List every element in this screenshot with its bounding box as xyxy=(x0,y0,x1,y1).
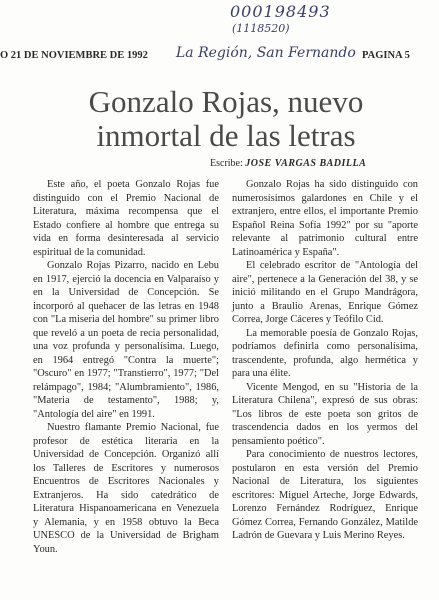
paragraph: Vicente Mengod, en su "Historia de la Literatura Chilena", expresó de sus obras: "Los libros de este poeta son gritos de trascendencia dados en los yermos del pensamiento poético". xyxy=(232,381,418,447)
paragraph: La memorable poesía de Gonzalo Rojas, podríamos definirla como personalísima, trascendente, profunda, algo hermética y para una élite. xyxy=(232,327,418,379)
byline-author: JOSE VARGAS BADILLA xyxy=(245,158,367,169)
paragraph: Para conocimiento de nuestros lectores, postularon en esta versión del Premio Nacional de Literatura, los siguientes escritores: Miguel Arteche, Jorge Edwards, Lorenzo Fernández Rodríguez, Enrique Gómez Correa, Fernando González, Matilde Ladrón de Guevara y Luis Merino Reyes. xyxy=(232,449,418,541)
article-column-left xyxy=(33,178,219,556)
handwritten-source-note: La Región, San Fernando xyxy=(176,45,356,61)
paragraph: El celebrado escritor de "Antología del aire", pertenece a la Generación del 38, y se inició militando en el Grupo Mandrágora, junto a Braulio Arenas, Enrique Gómez Correa, Jorge Cáceres y Teófilo Cid. xyxy=(232,260,418,325)
handwritten-archive-code: 000198493 xyxy=(230,2,331,21)
handwritten-reference-code: (1118520) xyxy=(232,22,290,35)
paragraph: Nuestro flamante Premio Nacional, fue profesor de estética literaria en la Universidad de Concepción. Organizó allí los Talleres de Escritores y numerosos Encuentros de Escritores Nacionales y Extranjeros. Ha sido catedrático de Literatura Hispanoamericana en Venezuela y Alemania, y en 1958 obtuvo la Beca UNESCO de la Universidad de Brigham Youn. xyxy=(33,422,219,555)
article-column-right xyxy=(232,178,418,543)
paragraph: Este año, el poeta Gonzalo Rojas fue distinguido con el Premio Nacional de Literatura, máxima recompensa que el Estado confiere al hombre que entrega su vida en forma desinteresada al servicio espiritual de la comunidad. xyxy=(33,179,219,258)
byline xyxy=(210,158,366,169)
paragraph: Gonzalo Rojas ha sido distinguido con numerosísimos galardones en Chile y el extranjero, entre ellos, el importante Premio Español Reina Sofía 1992" por su "aporte relevante al patrimonio cultural entre Latinoamérica y España". xyxy=(232,179,418,258)
paragraph: Gonzalo Rojas Pizarro, nacido en Lebu en 1917, ejerció la docencia en Valparaíso y en la Universidad de Concepción. Se incorporó al quehacer de las letras en 1948 con "La miseria del hombre" su primer libro que reveló a un poeta de recia personalidad, una voz profunda y personalísima. Luego, en 1964 entregó "Contra la muerte"; "Oscuro" en 1977; "Transtierro", 1977; "Del relámpago", 1984; "Alumbramiento", 1986, "Materia de testamento", 1988; y, "Antología del aire" en 1991. xyxy=(33,260,219,420)
page-number: PAGINA 5 xyxy=(362,50,410,61)
issue-date: O 21 DE NOVIEMBRE DE 1992 xyxy=(0,50,148,61)
byline-prefix: Escribe: xyxy=(210,158,243,169)
article-headline: Gonzalo Rojas, nuevo inmortal de las letras xyxy=(88,84,364,153)
